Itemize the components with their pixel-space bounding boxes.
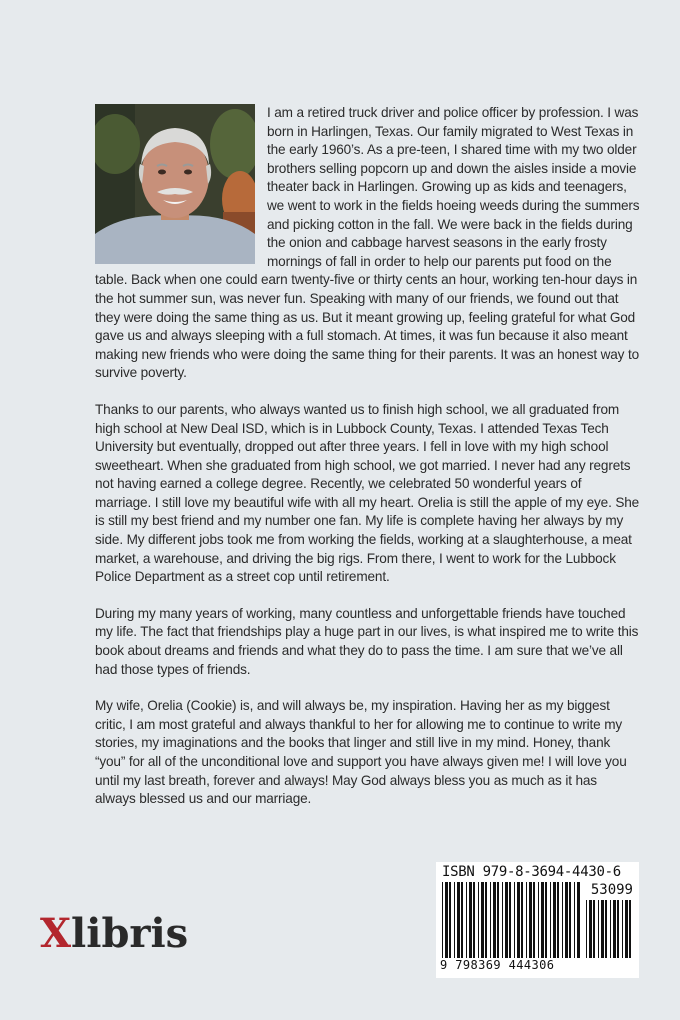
author-bio bbox=[95, 104, 640, 827]
bio-paragraph-4: My wife, Orelia (Cookie) is, and will always be, my inspiration. Having her as my biggest critic, I am most grateful and always thankful to her for allowing me to continue to write my stories, my imaginations and the books that linger and still live in my mind. Honey, thank “you” for all of the unconditional love and support you have always given me! I will love you until my last breath, forever and always! May God always bless you as much as it has always blessed us and our marriage. bbox=[95, 698, 627, 807]
bio-paragraph-1: I am a retired truck driver and police officer by profession. I was born in Harlingen, Texas. Our family migrated to West Texas in the early 1960’s. As a pre-teen, I shared time with my two older brothers selling popcorn up and down the aisles inside a movie theater back in Harlingen. Growing up as kids and teenagers, we went to work in the fields hoeing weeds during the summers and picking cotton in the fall. We were back in the fields during the onion and cabbage harvest seasons in the early frosty mornings of fall in order to help our parents put food on the table. Back when one could earn twenty-five or thirty cents an hour, working ten-hour days in the hot summer sun, was never fun. Speaking with many of our friends, we found out that they were doing the same thing as us. But it meant growing up, feeling grateful for what God gave us and always sleeping with a full stomach. At times, it was fun because it also meant making new friends who were doing the same thing for their parents. It was an honest way to survive poverty. bbox=[95, 105, 640, 381]
publisher-logo-rest: libris bbox=[71, 910, 189, 957]
publisher-logo-initial: X bbox=[40, 910, 72, 957]
barcode-bars bbox=[442, 882, 582, 958]
author-photo bbox=[95, 104, 255, 264]
barcode-number: 9 798369 444306 bbox=[440, 958, 555, 972]
bio-paragraph-2: Thanks to our parents, who always wanted us to finish high school, we all graduated from high school at New Deal ISD, which is in Lubbock County, Texas. I attended Texas Tech University but eventually, dropped out after three years. I fell in love with my high school sweetheart. When she graduated from high school, we got married. I never had any regrets not having earned a college degree. Recently, we celebrated 50 wonderful years of marriage. I still love my beautiful wife with all my heart. Orelia is still the apple of my eye. She is still my best friend and my number one fan. My life is complete having her always by my side. My different jobs took me from working the fields, working at a slaughterhouse, a meat market, a warehouse, and driving the big rigs. From there, I went to work for the Lubbock Police Department as a street cop until retirement. bbox=[95, 401, 640, 585]
isbn-barcode bbox=[436, 862, 639, 978]
isbn-label: ISBN 979-8-3694-4430-6 bbox=[442, 864, 621, 880]
author-portrait-image bbox=[95, 104, 255, 264]
price-barcode-bars bbox=[586, 900, 636, 958]
bio-paragraph-3: During my many years of working, many countless and unforgettable friends have touched my life. The fact that friendships play a huge part in our lives, is what inspired me to write this book about dreams and friends and what they do to pass the time. I am sure that we’ve all had those types of friends. bbox=[95, 605, 639, 677]
price-code: 53099 bbox=[590, 882, 633, 898]
publisher-logo bbox=[40, 910, 188, 957]
